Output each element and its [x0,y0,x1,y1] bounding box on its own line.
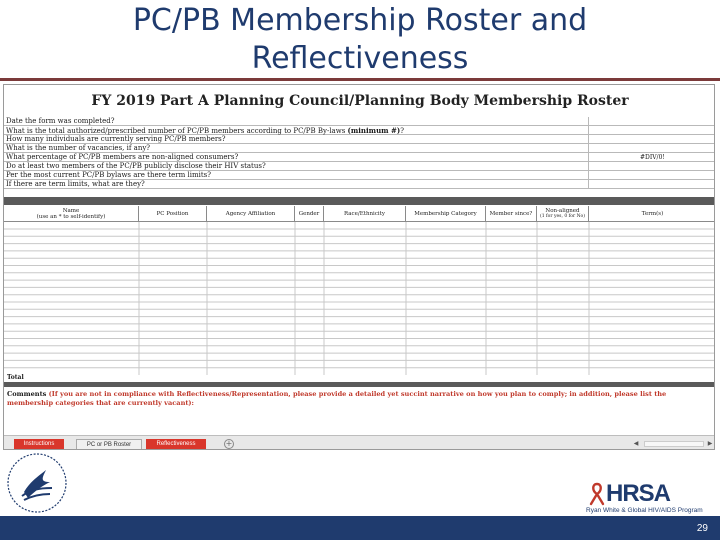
question-text: Per the most current PC/PB bylaws are there term limits? [6,171,211,179]
sheet-heading: FY 2019 Part A Planning Council/Planning Body Membership Roster [91,93,629,109]
horizontal-scrollbar[interactable] [644,441,704,447]
comments-text: (If you are not in compliance with Reflectiveness/Representation, please provide a detailed yet succint narrative on how you plan to comply; in addition, please list the membership categories that are currently vacant): [7,390,667,407]
section-divider-band [4,197,715,205]
question-row[interactable] [4,135,715,144]
question-text: Do at least two members of the PC/PB publicly disclose their HIV status? [6,162,266,170]
scroll-right-icon[interactable]: ▶ [707,440,713,447]
column-header-agency-affiliation[interactable]: Agency Affiliation [207,206,295,221]
cell-divider [588,117,589,126]
cell-divider [588,180,589,189]
cell-divider [588,135,589,144]
add-sheet-icon[interactable]: + [225,439,233,448]
question-text: What is the number of vacancies, if any? [6,144,151,152]
formula-value: #DIV/0! [640,154,665,161]
tab-reflectiveness[interactable]: Reflectiveness [146,439,206,450]
question-text: What is the total authorized/prescribed number of PC/PB members according to PC/PB By-laws (minimum #)? [6,126,404,135]
footer-band [0,518,720,540]
question-row[interactable] [4,117,715,126]
sheet-tab-bar [4,435,715,450]
slide-title: PC/PB Membership Roster and Reflectiveness [132,3,588,76]
cell-divider [588,153,589,162]
comments-label: Comments [7,390,49,398]
question-text: If there are term limits, what are they? [6,180,145,188]
column-header-gender[interactable]: Gender [295,206,324,221]
question-row[interactable] [4,180,715,189]
hhs-seal-logo [6,452,68,514]
title-divider [0,78,720,81]
question-row[interactable] [4,126,715,135]
column-header-name[interactable]: Name (use an * to self-identify) [4,206,139,221]
column-header-terms[interactable]: Term(s) [641,210,664,217]
total-label: Total [7,374,24,381]
question-row[interactable] [4,162,715,171]
column-header-race-ethnicity[interactable]: Race/Ethnicity [324,206,406,221]
question-row[interactable] [4,171,715,180]
column-header-non-aligned[interactable]: Non-aligned (1 for yes, 0 for No) [537,206,589,221]
question-text: Date the form was completed? [6,117,115,125]
question-text: What percentage of PC/PB members are non-aligned consumers? [6,153,239,161]
question-text: How many individuals are currently serving PC/PB members? [6,135,226,143]
comments-instructions [7,390,712,408]
cell-divider [588,171,589,180]
column-header-member-since[interactable]: Member since? [486,206,537,221]
tab-instructions[interactable]: Instructions [14,439,64,450]
hrsa-logo [584,480,716,516]
tab-pc-or-pb-roster[interactable]: PC or PB Roster [76,439,142,450]
column-header-membership-category[interactable]: Membership Category [406,206,486,221]
column-header-pc-position[interactable]: PC Position [139,206,207,221]
total-divider-band [4,382,715,387]
spreadsheet-window [3,84,715,450]
cell-divider [588,144,589,153]
question-row[interactable] [4,153,715,162]
page-number: 29 [696,523,708,534]
hrsa-tagline: Ryan White & Global HIV/AIDS Program [586,507,703,514]
question-row[interactable] [4,144,715,153]
scroll-left-icon[interactable]: ◀ [633,440,639,447]
red-ribbon-icon [588,482,606,506]
hrsa-wordmark: HRSA [606,480,671,507]
cell-divider [588,162,589,171]
cell-divider [588,126,589,135]
roster-grid[interactable] [4,222,715,375]
